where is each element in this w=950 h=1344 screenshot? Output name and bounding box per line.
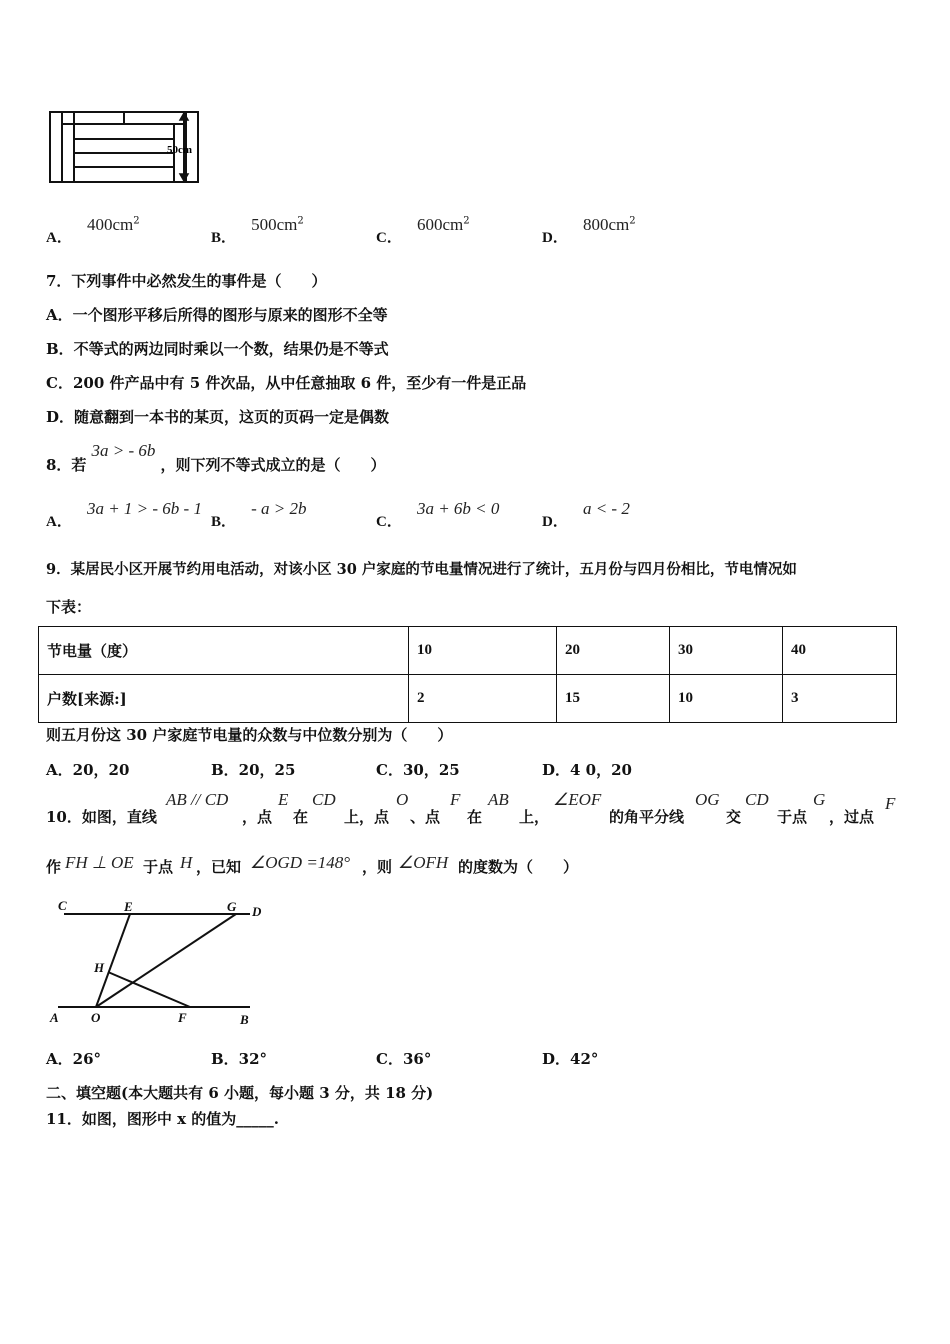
option-letter: D． xyxy=(542,230,568,246)
q10-math: CD xyxy=(745,790,769,809)
section-title: 二、填空题(本大题共有 6 小题，每小题 3 分，共 18 分) xyxy=(46,1084,434,1102)
q8-option-a[interactable] xyxy=(46,498,202,530)
option-letter: B． xyxy=(211,230,237,246)
option-sup: 2 xyxy=(297,215,304,227)
label-a: A xyxy=(50,1010,59,1025)
segment-fh xyxy=(108,972,190,1007)
option-expr: 3a + 1 > - 6b - 1 xyxy=(86,499,202,518)
q10-text: 作 xyxy=(46,858,62,876)
q6-option-a[interactable] xyxy=(46,214,140,246)
q10-text: 于点 xyxy=(777,808,808,826)
option-expr: 400cm xyxy=(86,215,134,234)
q11-stem: 11．如图，图形中 x 的值为_____. xyxy=(46,1110,279,1128)
q10-math: G xyxy=(813,790,826,809)
label-g: G xyxy=(227,899,237,914)
q10-math: F xyxy=(450,790,461,809)
q10-math: ∠EOF xyxy=(553,790,602,809)
q8-stem-suffix: ，则下列不等式成立的是（ ） xyxy=(160,456,386,474)
q9-question: 则五月份这 30 户家庭节电量的众数与中位数分别为（ ） xyxy=(46,726,453,744)
q8-stem xyxy=(46,440,386,474)
label-c: C xyxy=(58,898,67,913)
q10-option-d[interactable]: D．42° xyxy=(542,1050,599,1068)
q10-math: H xyxy=(180,853,193,872)
table-cell: 30 xyxy=(670,627,783,675)
table-row xyxy=(39,675,897,723)
q7-option-d[interactable]: D．随意翻到一本书的某页，这页的页码一定是偶数 xyxy=(46,408,390,426)
q10-text: 交 xyxy=(726,808,742,826)
rectangle-figure xyxy=(44,106,214,190)
option-letter: C． xyxy=(376,230,402,246)
table-cell: 3 xyxy=(783,675,897,723)
q8-option-d[interactable] xyxy=(542,498,630,530)
table-cell: 节电量（度） xyxy=(39,627,409,675)
table-cell: 15 xyxy=(557,675,670,723)
q10-text: ，点 xyxy=(242,808,273,826)
q10-math: ∠OGD =148° xyxy=(250,853,351,872)
table-cell: 20 xyxy=(557,627,670,675)
q10-text: 、点 xyxy=(410,808,441,826)
table-row xyxy=(39,627,897,675)
q10-text: 在 xyxy=(293,808,309,826)
option-sup: 2 xyxy=(133,215,140,227)
option-letter: B． xyxy=(211,514,237,530)
q9-stem-line2: 下表： xyxy=(46,598,92,616)
option-sup: 2 xyxy=(629,215,636,227)
option-letter: C． xyxy=(376,514,402,530)
dimension-label: 50cm xyxy=(167,144,193,156)
q10-text: 在 xyxy=(467,808,483,826)
option-expr: 500cm xyxy=(251,215,298,234)
option-expr: - a > 2b xyxy=(251,499,307,518)
label-e: E xyxy=(124,899,133,914)
q10-text: 于点 xyxy=(143,858,174,876)
q10-math: OG xyxy=(695,790,720,809)
label-d: D xyxy=(252,904,262,919)
q8-stem-prefix: 8．若 xyxy=(46,456,87,474)
q10-text: 上， xyxy=(519,808,550,826)
q10-math: FH ⊥ OE xyxy=(65,853,134,872)
option-letter: A． xyxy=(46,230,72,246)
q10-text: 上，点 xyxy=(344,808,390,826)
table-cell: 2 xyxy=(409,675,557,723)
q7-option-b[interactable]: B．不等式的两边同时乘以一个数，结果仍是不等式 xyxy=(46,340,389,358)
q9-option-b[interactable]: B．20，25 xyxy=(211,761,296,779)
q10-text: ，则 xyxy=(362,858,393,876)
table-cell: 户数[来源:] xyxy=(39,675,409,723)
q10-text: 10．如图，直线 xyxy=(46,808,157,826)
q10-option-b[interactable]: B．32° xyxy=(211,1050,268,1068)
q7-stem: 7．下列事件中必然发生的事件是（ ） xyxy=(46,272,327,290)
label-f: F xyxy=(178,1010,187,1025)
q10-math: F xyxy=(885,794,896,813)
option-expr: 800cm xyxy=(582,215,630,234)
q8-option-b[interactable] xyxy=(211,498,307,530)
q9-option-a[interactable]: A．20，20 xyxy=(46,761,130,779)
parallel-lines-figure xyxy=(44,892,280,1032)
segment-og xyxy=(96,914,236,1007)
label-b: B xyxy=(240,1012,249,1027)
q9-option-d[interactable]: D．4 0，20 xyxy=(542,761,632,779)
q7-option-c[interactable]: C．200 件产品中有 5 件次品，从中任意抽取 6 件，至少有一件是正品 xyxy=(46,374,527,392)
q6-option-c[interactable] xyxy=(376,214,470,246)
q6-option-b[interactable] xyxy=(211,214,304,246)
q6-option-d[interactable] xyxy=(542,214,636,246)
q8-stem-expr: 3a > - 6b xyxy=(91,441,156,460)
label-o: O xyxy=(91,1010,101,1025)
q10-text: ，已知 xyxy=(196,858,242,876)
q10-math: CD xyxy=(312,790,336,809)
q10-text: 的度数为（ ） xyxy=(458,858,579,876)
label-h: H xyxy=(94,960,105,975)
q10-option-a[interactable]: A．26° xyxy=(46,1050,102,1068)
option-sup: 2 xyxy=(463,215,470,227)
energy-table xyxy=(38,626,897,723)
q9-option-c[interactable]: C．30，25 xyxy=(376,761,460,779)
q10-text: 的角平分线 xyxy=(609,808,685,826)
q10-math: ∠OFH xyxy=(398,853,449,872)
q10-math: AB xyxy=(488,790,509,809)
table-cell: 10 xyxy=(409,627,557,675)
option-expr: a < - 2 xyxy=(582,499,630,518)
option-expr: 3a + 6b < 0 xyxy=(416,499,500,518)
table-cell: 40 xyxy=(783,627,897,675)
table-cell: 10 xyxy=(670,675,783,723)
q10-text: ，过点 xyxy=(829,808,875,826)
q9-stem-line1: 9．某居民小区开展节约用电活动，对该小区 30 户家庭的节电量情况进行了统计，五月份与四月份相比，节电情况如 xyxy=(46,561,797,578)
option-expr: 600cm xyxy=(416,215,464,234)
option-letter: A． xyxy=(46,514,72,530)
q8-option-c[interactable] xyxy=(376,498,500,530)
q10-math: E xyxy=(278,790,289,809)
q10-option-c[interactable]: C．36° xyxy=(376,1050,432,1068)
q7-option-a[interactable]: A．一个图形平移后所得的图形与原来的图形不全等 xyxy=(46,306,388,324)
option-letter: D． xyxy=(542,514,568,530)
q10-math: AB // CD xyxy=(166,790,229,809)
q10-math: O xyxy=(396,790,409,809)
